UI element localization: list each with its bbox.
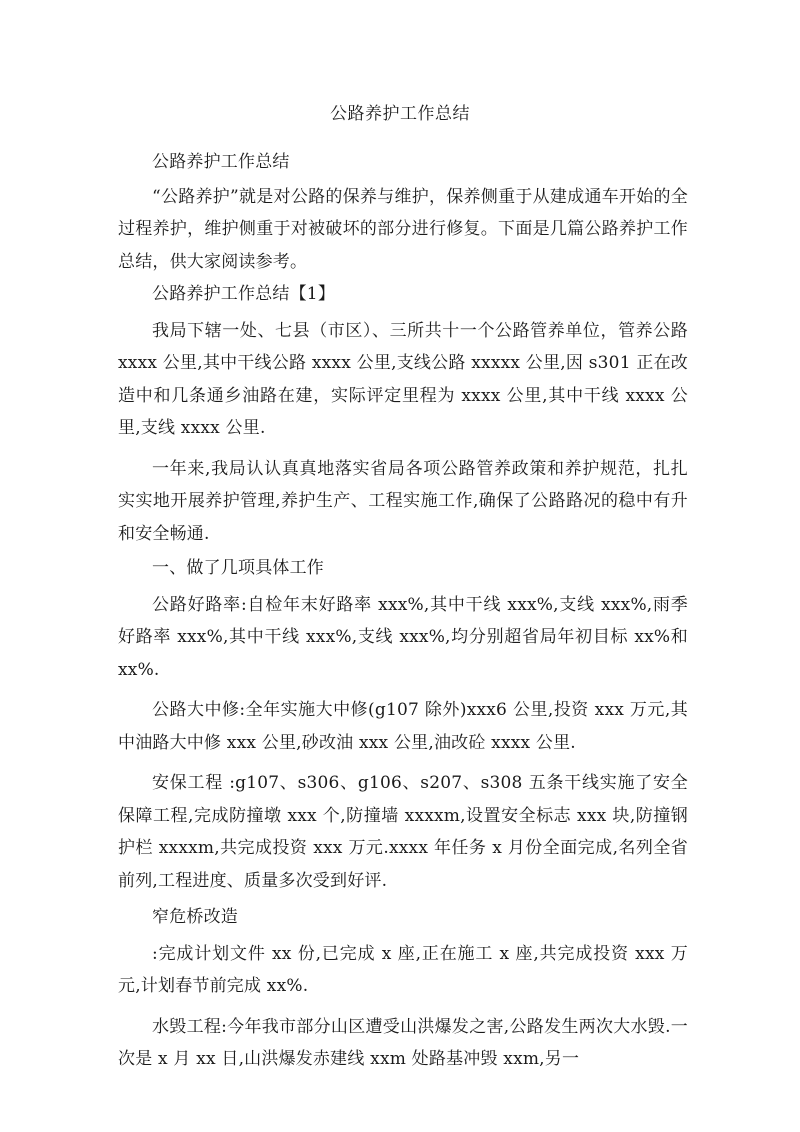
section-heading-specific-work: 一、做了几项具体工作 (152, 558, 324, 578)
section-heading-summary: 公路养护工作总结 (152, 152, 290, 172)
paragraph-overview: 我局下辖一处、七县（市区）、三所共十一个公路管养单位，管养公路 xxxx 公里,其中干线公路 xxxx 公里,支线公路 xxxxx 公里,因 s301 正在改造中和几条通乡油路在建，实际评定里程为 xxxx 公里,其中干线 xxxx 公里,支线 xxxx 公里. (118, 320, 688, 438)
document-title: 公路养护工作总结 (330, 104, 470, 124)
section-heading-summary-1: 公路养护工作总结【1】 (152, 284, 336, 304)
paragraph-flood-damage: 水毁工程:今年我市部分山区遭受山洪爆发之害,公路发生两次大水毁.一次是 x 月 xx 日,山洪爆发赤建线 xxm 处路基冲毁 xxm,另一 (118, 1016, 688, 1069)
paragraph-bridge-progress: :完成计划文件 xx 份,已完成 x 座,正在施工 x 座,共完成投资 xxx 万元,计划春节前完成 xx%. (118, 943, 688, 996)
paragraph-year-review: 一年来,我局认认真真地落实省局各项公路管养政策和养护规范，扎扎实实地开展养护管理,养护生产、工程实施工作,确保了公路路况的稳中有升和安全畅通. (118, 458, 688, 544)
section-heading-bridge-renovation: 窄危桥改造 (152, 907, 238, 927)
document-body (118, 146, 688, 1076)
paragraph-good-road-rate: 公路好路率:自检年末好路率 xxx%,其中干线 xxx%,支线 xxx%,雨季好路率 xxx%,其中干线 xxx%,支线 xxx%,均分别超省局年初目标 xx%和 xx%. (118, 594, 688, 680)
intro-paragraph: “公路养护”就是对公路的保养与维护，保养侧重于从建成通车开始的全过程养护，维护侧重于对被破坏的部分进行修复。下面是几篇公路养护工作总结，供大家阅读参考。 (118, 186, 688, 272)
paragraph-safety-project: 安保工程 :g107、s306、g106、s207、s308 五条干线实施了安全保障工程,完成防撞墩 xxx 个,防撞墙 xxxxm,设置安全标志 xxx 块,防撞钢护栏 xxxxm,共完成投资 xxx 万元.xxxx 年任务 x 月份全面完成,名列全省前列,工程进度、质量多次受到好评. (118, 773, 688, 891)
paragraph-major-repair: 公路大中修:全年实施大中修(g107 除外)xxx6 公里,投资 xxx 万元,其中油路大中修 xxx 公里,砂改油 xxx 公里,油改砼 xxxx 公里. (118, 700, 688, 753)
